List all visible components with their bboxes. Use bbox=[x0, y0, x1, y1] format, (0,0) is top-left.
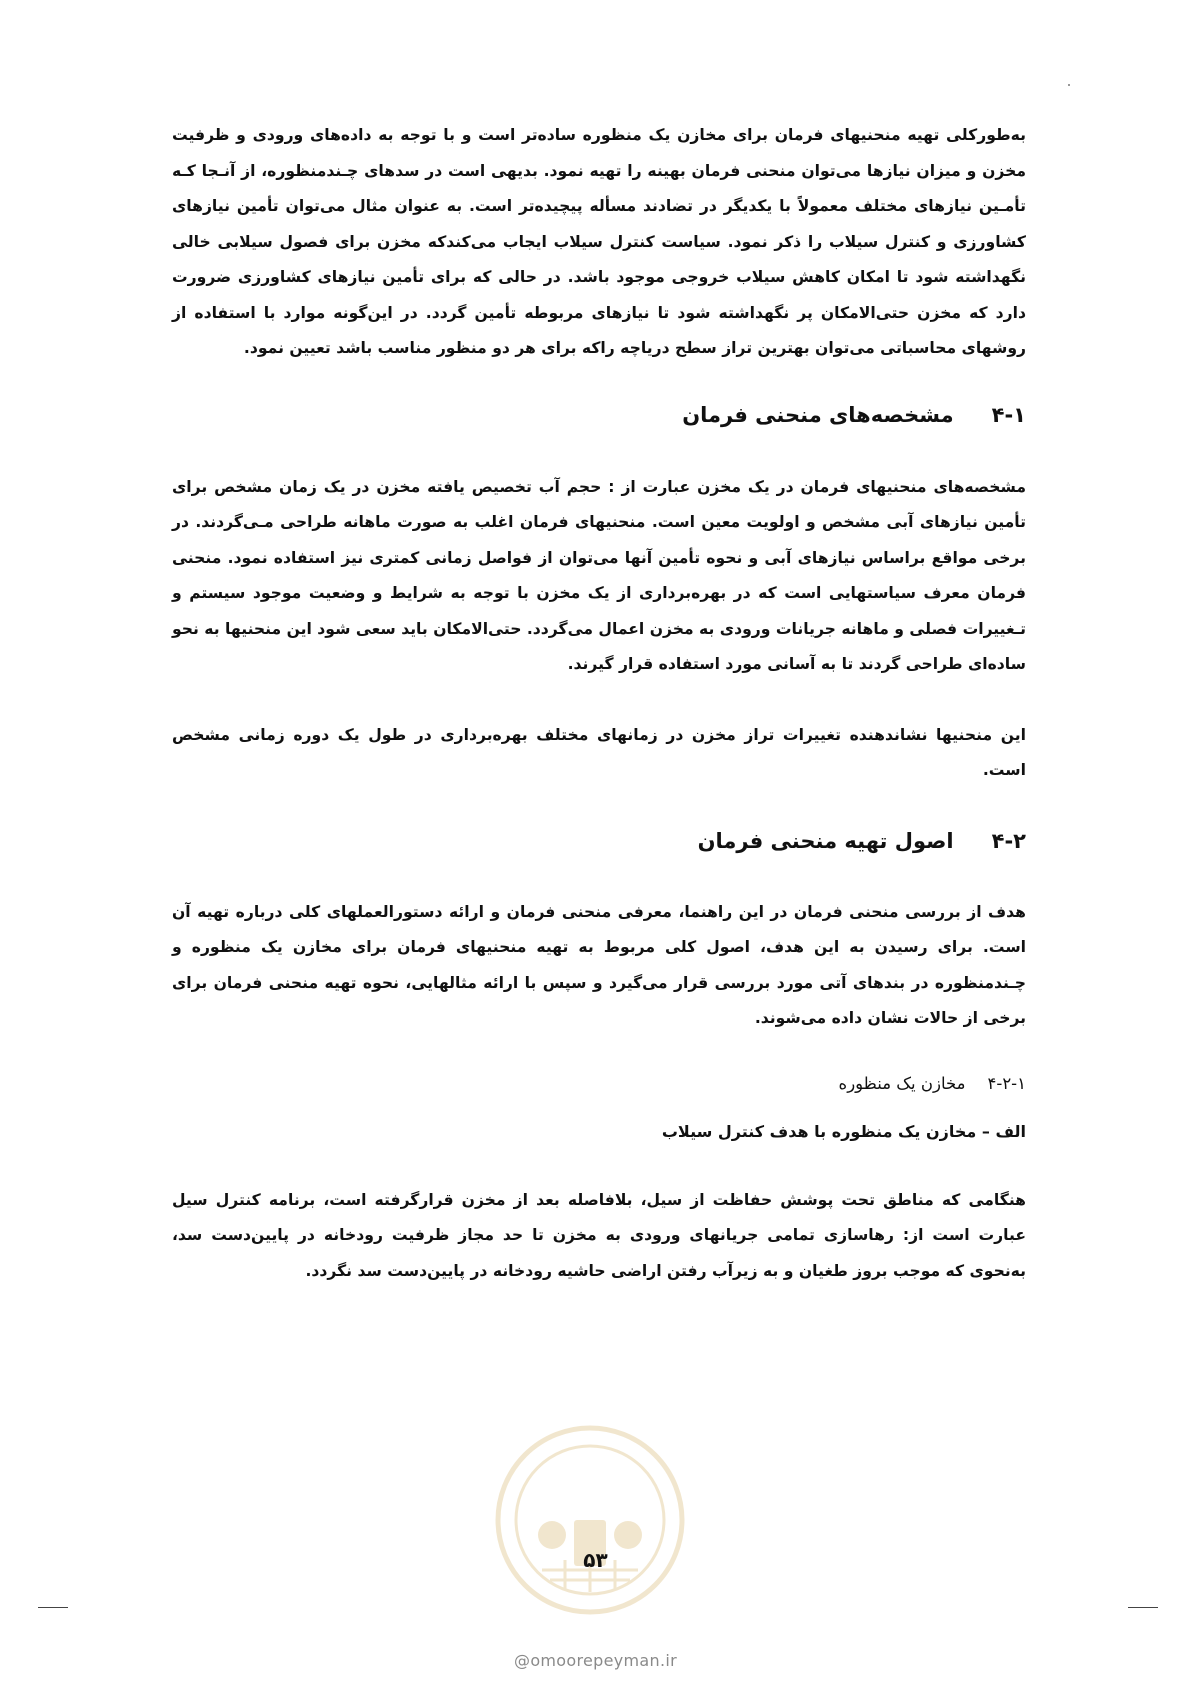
heading-alpha: الف – مخازن یک منظوره با هدف کنترل سیلاب bbox=[661, 1121, 1026, 1141]
seal-stamp bbox=[490, 1420, 690, 1620]
watermark: @omoorepeyman.ir bbox=[514, 1651, 677, 1670]
paragraph-intro: به‌طورکلی تهیه منحنیهای فرمان برای مخازن یک منظوره ساده‌تر است و با توجه به داده‌های ورودی و ظرفیت مخزن و میزان نیازها می‌توان منحنی فرمان بهینه را تهیه نمود. بدیهی است در سدهای چـندمنظوره، از آنـجا کـه تأمـین نیازهای مختلف معمولاً با یکدیگر در تضادند مسأله پیچیده‌تر است. به عنوان مثال می‌توان تأمین نیازهای کشاورزی و کنترل سیلاب را ذکر نمود. سیاست کنترل سیلاب ایجاب می‌کندکه مخزن برای فصول سیلابی خالی نگهداشته شود تا امکان کاهش سیلاب خروجی موجود باشد. در حالی که برای تأمین نیازهای کشاورزی ضرورت دارد که مخزن حتی‌الامکان پر نگهداشته شود تا نیازهای مربوطه تأمین گردد. در این‌گونه موارد با استفاده از روشهای محاسباتی می‌توان بهترین تراز سطح دریاچه راکه برای هر دو منظور مناسب باشد تعیین نمود. bbox=[172, 126, 1026, 357]
section-number: ۴-۲ bbox=[991, 828, 1026, 853]
crop-mark-left bbox=[38, 1607, 68, 1608]
subsection-title: مخازن یک منظوره bbox=[838, 1073, 966, 1093]
crop-mark-right bbox=[1128, 1607, 1158, 1608]
paragraph-curves-show: این منحنیها نشاندهنده تغییرات تراز مخزن در زمانهای مختلف بهره‌برداری در طول یک دوره زمانی مشخص است. bbox=[172, 725, 1026, 779]
section-heading-4-2 bbox=[172, 829, 1026, 853]
scan-dot bbox=[1068, 84, 1070, 86]
section-title: مشخصه‌های منحنی فرمان bbox=[682, 402, 954, 427]
paragraph-principles: هدف از بررسی منحنی فرمان در این راهنما، معرفی منحنی فرمان و ارائه دستورالعملهای کلی درباره تهیه آن است. برای رسیدن به این هدف، اصول کلی مربوط به تهیه منحنیهای فرمان برای مخازن یک منظوره و چـندمنظوره در بندهای آتی مورد بررسی قرار می‌گیرد و سپس با ارائه مثالهایی، نحوه تهیه منحنی فرمان برای برخی از حالات نشان داده می‌شوند. bbox=[172, 902, 1026, 1027]
section-number: ۴-۱ bbox=[991, 402, 1026, 427]
section-title: اصول تهیه منحنی فرمان bbox=[697, 828, 954, 853]
section-heading-4-1 bbox=[172, 403, 1026, 427]
page-body bbox=[172, 118, 1026, 1289]
subsection-heading-4-2-1 bbox=[172, 1074, 1026, 1093]
page-number: ۵۳ bbox=[583, 1548, 608, 1572]
subsection-number: ۴-۲-۱ bbox=[987, 1073, 1026, 1093]
paragraph-flood-control: هنگامی که مناطق تحت پوشش حفاظت از سیل، بلافاصله بعد از مخزن قرارگرفته است، برنامه کنترل سیل عبارت است از: رهاسازی تمامی جریانهای ورودی به مخزن تا حد مجاز ظرفیت رودخانه در پایین‌دست سد، به‌نحوی که موجب بروز طغیان و به زیرآب رفتن اراضی حاشیه رودخانه در پایین‌دست سد نگردد. bbox=[172, 1190, 1026, 1280]
paragraph-characteristics: مشخصه‌های منحنیهای فرمان در یک مخزن عبارت از : حجم آب تخصیص یافته مخزن در یک زمان مشخص برای تأمین نیازهای آبی مشخص و اولویت معین است. منحنیهای فرمان اغلب به صورت ماهانه طراحی مـی‌گردند. در برخی مواقع براساس نیازهای آبی و نحوه تأمین آنها می‌توان از فواصل زمانی کمتری نیز استفاده نمود. منحنی فرمان معرف سیاستهایی است که در بهره‌برداری از یک مخزن با توجه به شرایط و وضعیت موجود سیستم و تـغییرات فصلی و ماهانه جریانات ورودی به مخزن اعمال می‌گردد. حتی‌الامکان باید سعی شود این منحنیها به نحو ساده‌ای طراحی گردند تا به آسانی مورد استفاده قرار گیرند. bbox=[172, 477, 1026, 673]
